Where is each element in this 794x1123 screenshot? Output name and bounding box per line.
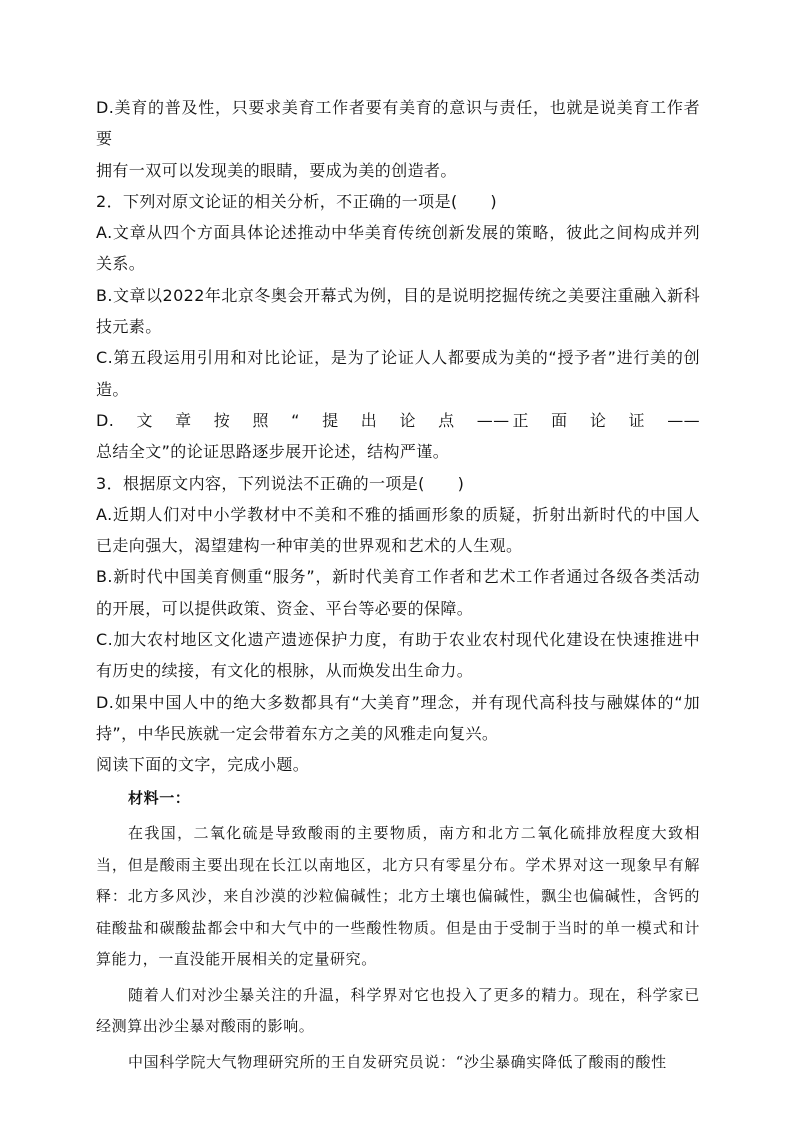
q3-option-a: A.近期人们对中小学教材中不美和不雅的插画形象的质疑，折射出新时代的中国人已走向强大，渴望建构一种审美的世界观和艺术的人生观。 xyxy=(96,504,700,556)
q2-stem: 2．下列对原文论证的相关分析，不正确的一项是( ) xyxy=(96,191,498,211)
q3-stem: 3．根据原文内容，下列说法不正确的一项是( ) xyxy=(96,473,465,493)
q1-option-d-line2: 拥有一双可以发现美的眼睛，要成为美的创造者。 xyxy=(96,160,457,180)
material-title: 材料一： xyxy=(128,788,191,807)
material-one xyxy=(96,783,700,1079)
material-paragraph-1: 在我国，二氧化硫是导致酸雨的主要物质，南方和北方二氧化硫排放程度大致相当，但是酸雨主要出现在长江以南地区，北方只有零星分布。学术界对这一现象早有解释：北方多风沙，来自沙漠的沙粒偏碱性；北方土壤也偏碱性，飘尘也偏碱性，含钙的硅酸盐和碳酸盐都会中和大气中的一些酸性物质。但是由于受制于当时的单一模式和计算能力，一直没能开展相关的定量研究。 xyxy=(96,824,700,969)
q3-option-d: D.如果中国人中的绝大多数都具有“大美育”理念，并有现代高科技与融媒体的“加持”，中华民族就一定会带着东方之美的风雅走向复兴。 xyxy=(96,692,700,743)
q1-option-d-line1: D.美育的普及性，只要求美育工作者要有美育的意识与责任，也就是说美育工作者要 xyxy=(96,98,700,149)
material-paragraph-3: 中国科学院大气物理研究所的王自发研究员说：“沙尘暴确实降低了酸雨的酸性 xyxy=(128,1052,667,1071)
q2-option-a: A.文章从四个方面具体论述推动中华美育传统创新发展的策略，彼此之间构成并列关系。 xyxy=(96,223,700,274)
q2-option-d-line2: 总结全文”的论证思路逐步展开论述，结构严谨。 xyxy=(96,442,450,462)
q2-option-b: B.文章以2022年北京冬奥会开幕式为例，目的是说明挖掘传统之美要注重融入新科技元素。 xyxy=(96,285,700,337)
q3-option-b: B.新时代中国美育侧重“服务”，新时代美育工作者和艺术工作者通过各级各类活动的开展，可以提供政策、资金、平台等必要的保障。 xyxy=(96,567,700,618)
reading-intro: 阅读下面的文字，完成小题。 xyxy=(96,755,310,775)
material-paragraph-2: 随着人们对沙尘暴关注的升温，科学界对它也投入了更多的精力。现在，科学家已经测算出沙尘暴对酸雨的影响。 xyxy=(96,985,700,1036)
document-body xyxy=(96,92,700,1078)
q3-option-c: C.加大农村地区文化遗产遗迹保护力度，有助于农业农村现代化建设在快速推进中有历史的续接，有文化的根脉，从而焕发出生命力。 xyxy=(96,630,700,681)
q2-option-d-line1: D. 文 章 按 照 “ 提 出 论 点 ——正 面 论 证 —— xyxy=(96,410,700,430)
q2-option-c: C.第五段运用引用和对比论证，是为了论证人人都要成为美的“授予者”进行美的创造。 xyxy=(96,348,700,399)
